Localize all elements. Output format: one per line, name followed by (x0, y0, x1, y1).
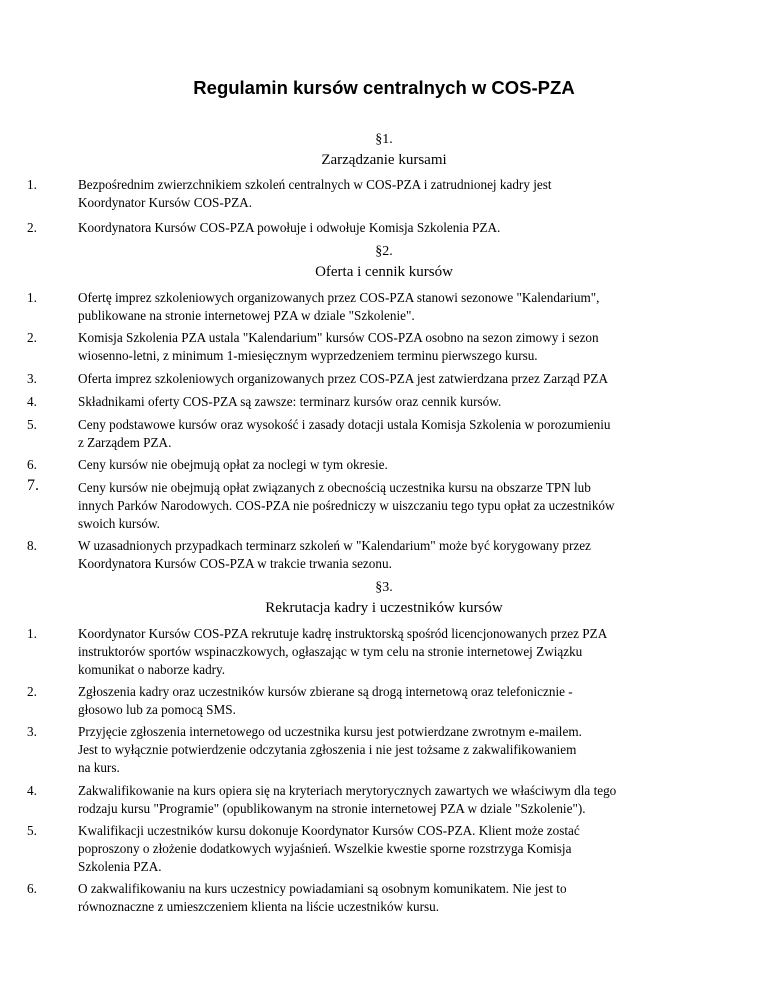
section-title: Zarządzanie kursami (321, 152, 447, 168)
item-number: 4. (27, 394, 37, 409)
item-number: 4. (27, 783, 37, 798)
section-1-heading (0, 130, 768, 170)
list-item (27, 219, 695, 237)
item-number: 3. (27, 371, 37, 386)
list-item (27, 176, 695, 212)
item-number: 7. (27, 477, 39, 494)
item-text: W uzasadnionych przypadkach terminarz szkoleń w "Kalendarium" może być korygowany przez Koordynatora Kursów COS-PZA w trakcie trwania sezonu. (78, 538, 591, 571)
list-item (27, 537, 695, 573)
item-text: Koordynator Kursów COS-PZA rekrutuje kadrę instruktorską spośród licencjonowanych przez PZA instruktorów sportów wspinaczkowych, ogłaszając w tym celu na stronie internetowej Związku komunikat o naborze kadry. (78, 626, 608, 677)
item-number: 1. (27, 626, 37, 641)
list-item (27, 456, 695, 474)
item-text: Ofertę imprez szkoleniowych organizowanych przez COS-PZA stanowi sezonowe "Kalendarium", publikowane na stronie internetowej PZA w dziale "Szkolenie". (78, 290, 600, 323)
section-number: §2. (375, 244, 393, 259)
item-text: Zakwalifikowanie na kurs opiera się na kryteriach merytorycznych zawartych we właściwym dla tego rodzaju kursu "Programie" (opublikowanym na stronie internetowej PZA w dziale "Szkolenie"). (78, 783, 617, 816)
item-number: 6. (27, 881, 37, 896)
list-item (27, 822, 695, 876)
item-number: 2. (27, 330, 37, 345)
section-number: §1. (375, 132, 393, 147)
item-number: 2. (27, 220, 37, 235)
list-item (27, 723, 695, 777)
list-item (27, 370, 695, 388)
list-item (27, 782, 695, 818)
item-number: 1. (27, 290, 37, 305)
document-title: Regulamin kursów centralnych w COS-PZA (193, 77, 575, 98)
list-item (27, 625, 695, 679)
list-item (27, 479, 695, 533)
item-number: 3. (27, 724, 37, 739)
item-number: 6. (27, 457, 37, 472)
section-title: Oferta i cennik kursów (315, 264, 453, 280)
section-number: §3. (375, 580, 393, 595)
item-text: O zakwalifikowaniu na kurs uczestnicy powiadamiani są osobnym komunikatem. Nie jest to równoznaczne z umieszczeniem klienta na liście uczestników kursu. (78, 881, 567, 914)
item-number: 5. (27, 417, 37, 432)
item-text: Koordynatora Kursów COS-PZA powołuje i odwołuje Komisja Szkolenia PZA. (78, 220, 501, 235)
item-text: Bezpośrednim zwierzchnikiem szkoleń centralnych w COS-PZA i zatrudnionej kadry jest Koordynator Kursów COS-PZA. (78, 177, 552, 210)
list-item (27, 393, 695, 411)
item-text: Ceny kursów nie obejmują opłat za noclegi w tym okresie. (78, 457, 388, 472)
item-text: Składnikami oferty COS-PZA są zawsze: terminarz kursów oraz cennik kursów. (78, 394, 502, 409)
item-number: 5. (27, 823, 37, 838)
item-text: Komisja Szkolenia PZA ustala "Kalendarium" kursów COS-PZA osobno na sezon zimowy i sezon wiosenno-letni, z minimum 1-miesięcznym wyprzedzeniem terminu pierwszego kursu. (78, 330, 599, 363)
list-item (27, 289, 695, 325)
item-text: Ceny kursów nie obejmują opłat związanych z obecnością uczestnika kursu na obszarze TPN lub innych Parków Narodowych. COS-PZA nie pośredniczy w uiszczaniu tego typu opłat za uczestników swoich kursów. (78, 480, 615, 531)
list-item (27, 416, 695, 452)
item-number: 2. (27, 684, 37, 699)
item-number: 1. (27, 177, 37, 192)
item-text: Zgłoszenia kadry oraz uczestników kursów zbierane są drogą internetową oraz telefonicznie - głosowo lub za pomocą SMS. (78, 684, 573, 717)
item-text: Oferta imprez szkoleniowych organizowanych przez COS-PZA jest zatwierdzana przez Zarząd PZA (78, 371, 608, 386)
item-text: Ceny podstawowe kursów oraz wysokość i zasady dotacji ustala Komisja Szkolenia w porozumieniu z Zarządem PZA. (78, 417, 611, 450)
list-item (27, 683, 695, 719)
item-text: Przyjęcie zgłoszenia internetowego od uczestnika kursu jest potwierdzane zwrotnym e-mailem. Jest to wyłącznie potwierdzenie odczytania zgłoszenia i nie jest tożsame z zakwalifikowaniem na kurs. (78, 724, 582, 775)
list-item (27, 880, 695, 916)
section-2-heading (0, 242, 768, 282)
section-3-heading (0, 578, 768, 618)
item-text: Kwalifikacji uczestników kursu dokonuje Koordynator Kursów COS-PZA. Klient może zostać poproszony o złożenie dodatkowych wyjaśnień. Wszelkie kwestie sporne rozstrzyga Komisja Szkolenia PZA. (78, 823, 580, 874)
section-title: Rekrutacja kadry i uczestników kursów (265, 600, 503, 616)
item-number: 8. (27, 538, 37, 553)
list-item (27, 329, 695, 365)
